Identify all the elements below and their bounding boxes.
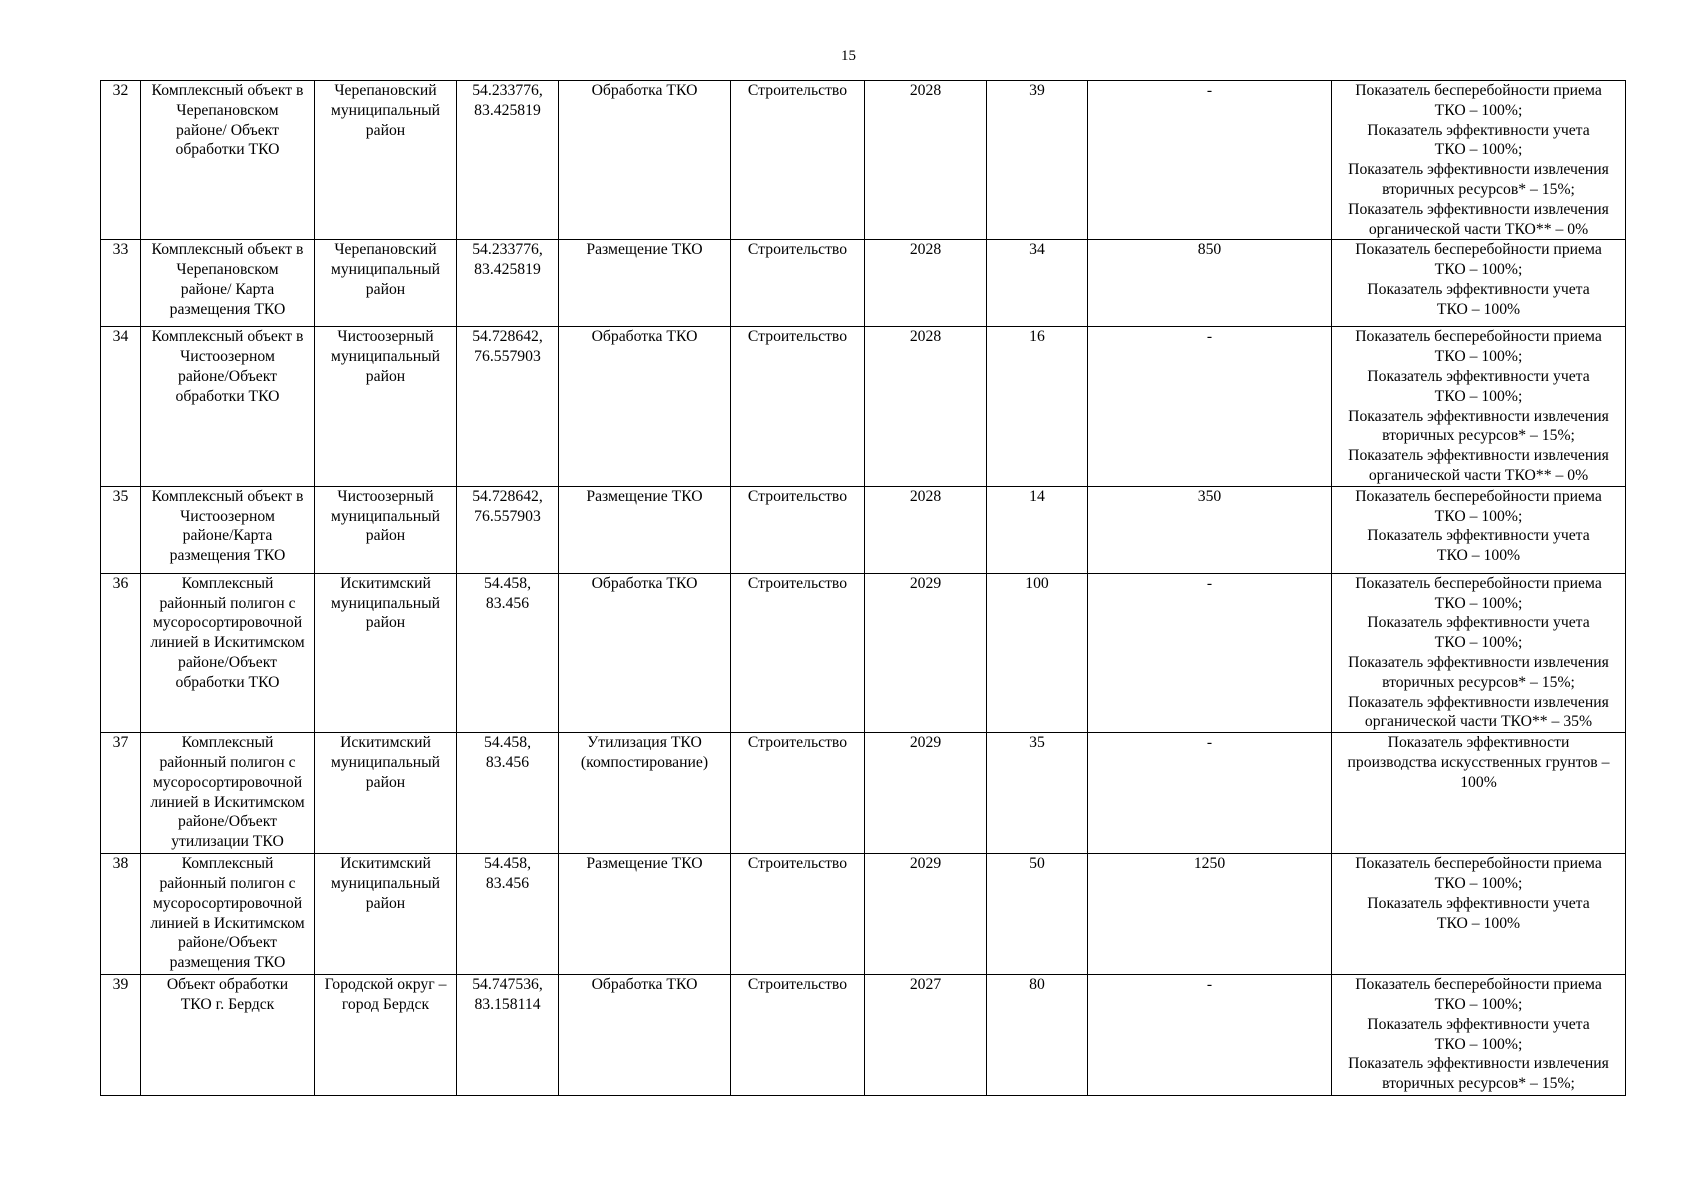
activity-type: Утилизация ТКО (компостирование) [559,733,731,854]
page-number: 15 [841,48,856,64]
year: 2028 [865,81,987,240]
area: - [1088,975,1332,1096]
coordinates: 54.458, 83.456 [457,733,559,854]
activity-type: Обработка ТКО [559,573,731,732]
coordinates: 54.728642, 76.557903 [457,486,559,573]
facilities-table [100,80,1626,1096]
area: - [1088,81,1332,240]
work-type: Строительство [731,81,865,240]
indicators: Показатель бесперебойности приема ТКО – 100%; Показатель эффективности учета ТКО – 100% [1332,486,1626,573]
work-type: Строительство [731,240,865,327]
coordinates: 54.233776, 83.425819 [457,240,559,327]
area: - [1088,733,1332,854]
area: 850 [1088,240,1332,327]
work-type: Строительство [731,486,865,573]
indicators: Показатель бесперебойности приема ТКО – 100%; Показатель эффективности учета ТКО – 100%; Показатель эффективности извлечения вторичных ресурсов* – 15%; Показатель эффективности извлечения органической части ТКО** – 0% [1332,81,1626,240]
object-name: Комплексный объект в Чистоозерном районе/Объект обработки ТКО [141,327,315,486]
capacity: 14 [987,486,1088,573]
area: - [1088,573,1332,732]
table-row [101,486,1626,573]
row-number: 36 [101,573,141,732]
row-number: 33 [101,240,141,327]
indicators: Показатель бесперебойности приема ТКО – 100%; Показатель эффективности учета ТКО – 100%; Показатель эффективности извлечения вторичных ресурсов* – 15%; Показатель эффективности извлечения органической части ТКО** – 35% [1332,573,1626,732]
indicators: Показатель бесперебойности приема ТКО – 100%; Показатель эффективности учета ТКО – 100% [1332,854,1626,975]
indicators: Показатель бесперебойности приема ТКО – 100%; Показатель эффективности учета ТКО – 100%; Показатель эффективности извлечения вторичных ресурсов* – 15%; [1332,975,1626,1096]
object-name: Комплексный районный полигон с мусоросортировочной линией в Искитимском районе/Объект обработки ТКО [141,573,315,732]
year: 2028 [865,240,987,327]
capacity: 39 [987,81,1088,240]
year: 2029 [865,573,987,732]
capacity: 80 [987,975,1088,1096]
table-row [101,240,1626,327]
capacity: 50 [987,854,1088,975]
year: 2028 [865,486,987,573]
municipality: Искитимский муниципальный район [315,854,457,975]
table-row [101,327,1626,486]
work-type: Строительство [731,733,865,854]
activity-type: Обработка ТКО [559,327,731,486]
object-name: Комплексный районный полигон с мусоросортировочной линией в Искитимском районе/Объект размещения ТКО [141,854,315,975]
capacity: 34 [987,240,1088,327]
activity-type: Размещение ТКО [559,486,731,573]
table-row [101,854,1626,975]
row-number: 35 [101,486,141,573]
activity-type: Размещение ТКО [559,240,731,327]
row-number: 39 [101,975,141,1096]
municipality: Черепановский муниципальный район [315,81,457,240]
coordinates: 54.233776, 83.425819 [457,81,559,240]
work-type: Строительство [731,854,865,975]
area: 350 [1088,486,1332,573]
row-number: 32 [101,81,141,240]
municipality: Городской округ – город Бердск [315,975,457,1096]
area: - [1088,327,1332,486]
municipality: Чистоозерный муниципальный район [315,327,457,486]
coordinates: 54.728642, 76.557903 [457,327,559,486]
area: 1250 [1088,854,1332,975]
table-row [101,975,1626,1096]
object-name: Комплексный объект в Черепановском районе/ Карта размещения ТКО [141,240,315,327]
table-row [101,81,1626,240]
capacity: 16 [987,327,1088,486]
indicators: Показатель бесперебойности приема ТКО – 100%; Показатель эффективности учета ТКО – 100% [1332,240,1626,327]
object-name: Объект обработки ТКО г. Бердск [141,975,315,1096]
work-type: Строительство [731,327,865,486]
row-number: 38 [101,854,141,975]
object-name: Комплексный районный полигон с мусоросортировочной линией в Искитимском районе/Объект утилизации ТКО [141,733,315,854]
municipality: Искитимский муниципальный район [315,733,457,854]
year: 2029 [865,733,987,854]
coordinates: 54.458, 83.456 [457,573,559,732]
work-type: Строительство [731,975,865,1096]
table-row [101,733,1626,854]
year: 2029 [865,854,987,975]
coordinates: 54.747536, 83.158114 [457,975,559,1096]
table-row [101,573,1626,732]
municipality: Чистоозерный муниципальный район [315,486,457,573]
indicators: Показатель эффективности производства искусственных грунтов – 100% [1332,733,1626,854]
municipality: Черепановский муниципальный район [315,240,457,327]
object-name: Комплексный объект в Черепановском районе/ Объект обработки ТКО [141,81,315,240]
capacity: 100 [987,573,1088,732]
year: 2027 [865,975,987,1096]
object-name: Комплексный объект в Чистоозерном районе/Карта размещения ТКО [141,486,315,573]
municipality: Искитимский муниципальный район [315,573,457,732]
year: 2028 [865,327,987,486]
row-number: 34 [101,327,141,486]
activity-type: Размещение ТКО [559,854,731,975]
activity-type: Обработка ТКО [559,975,731,1096]
row-number: 37 [101,733,141,854]
capacity: 35 [987,733,1088,854]
activity-type: Обработка ТКО [559,81,731,240]
coordinates: 54.458, 83.456 [457,854,559,975]
work-type: Строительство [731,573,865,732]
indicators: Показатель бесперебойности приема ТКО – 100%; Показатель эффективности учета ТКО – 100%; Показатель эффективности извлечения вторичных ресурсов* – 15%; Показатель эффективности извлечения органической части ТКО** – 0% [1332,327,1626,486]
